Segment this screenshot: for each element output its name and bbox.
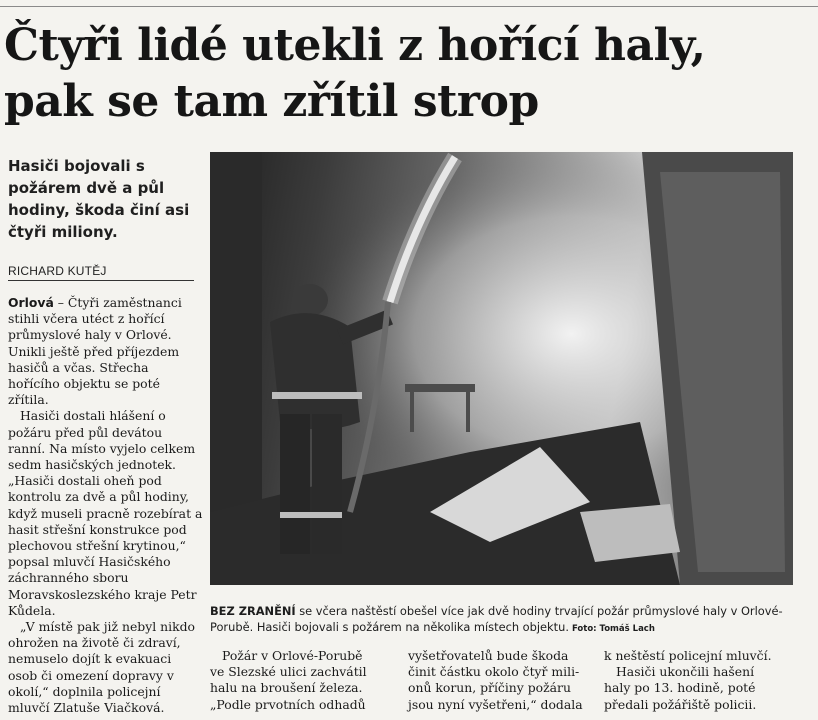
photo-credit: Foto: Tomáš Lach: [571, 624, 655, 634]
byline: RICHARD KUTĚJ: [8, 264, 194, 281]
lead-paragraph: Hasiči bojovali s požárem dvě a půl hodiny, škoda činí asi čtyři miliony.: [8, 157, 190, 241]
text-line: vyšetřovatelů bude škoda: [408, 648, 569, 663]
caption-label: BEZ ZRANĚNÍ: [210, 604, 296, 618]
text-line: haly po 13. hodině, poté: [604, 680, 756, 696]
paragraph-2: Hasiči dostali hlášení o požáru před půl devátou ranní. Na místo vyjelo celkem sedm hasičských jednotek. „Hasiči dostali oheň pod kontrolu za dvě a půl hodiny, když museli pracně rozebírat a hasit střešní konstrukce pod plechovou střešní krytinou,“ popsal mluvčí Hasičského záchranného sboru Moravskoslezského kraje Petr Kůdela.: [8, 408, 203, 618]
article-column-4: [604, 648, 794, 713]
text-line: předali požářiště policii.: [604, 696, 757, 712]
text-line: „Podle prvotních odhadů: [210, 696, 366, 712]
headline-line-2: pak se tam zřítil strop: [4, 76, 539, 127]
text-line: Hasiči ukončili hašení: [616, 664, 755, 680]
text-line: halu na broušení železa.: [210, 680, 363, 696]
paragraph-1-text: – Čtyři zaměstnanci stihli včera utéct z hořící průmyslové haly v Orlové. Unikli ještě před příjezdem hasičů a včas. Střecha hořícího objektu se poté zřítila.: [8, 295, 182, 408]
paragraph-3: „V místě pak již nebyl nikdo ohrožen na životě či zdraví, nemuselo dojít k evakuaci osob či omezení dopravy v okolí,“ doplnila policejní mluvčí Zlatuše Viačková.: [8, 619, 195, 716]
dateline-place: Orlová: [8, 295, 54, 310]
text-line: Požár v Orlové-Porubě: [222, 648, 363, 663]
article-column-3: [408, 648, 598, 713]
caption-text: se včera naštěstí obešel více jak dvě hodiny trvající požár průmyslové haly v Orlové-Porubě. Hasiči bojovali s požárem na několika místech objektu.: [210, 604, 783, 634]
metal-sheet-debris-2: [580, 504, 680, 562]
workbench: [405, 384, 475, 392]
article-column-1: [8, 295, 203, 716]
text-line: onů korun, příčiny požáru: [408, 680, 571, 696]
headline-line-1: Čtyři lidé utekli z hořící haly,: [4, 20, 706, 71]
paragraph-1: [8, 295, 203, 408]
text-line: ve Slezské ulici zachvátil: [210, 664, 367, 680]
article-column-2: [210, 648, 393, 713]
text-line: k neštěstí policejní mluvčí.: [604, 648, 772, 663]
text-line: jsou nyní vyšetřeni,“ dodala: [408, 696, 583, 712]
top-rule: [0, 6, 818, 7]
fire-photo: [210, 152, 793, 585]
headline: [4, 18, 814, 130]
text-line: činit částku okolo čtyř mili-: [408, 664, 580, 680]
photo-caption: [210, 603, 795, 637]
